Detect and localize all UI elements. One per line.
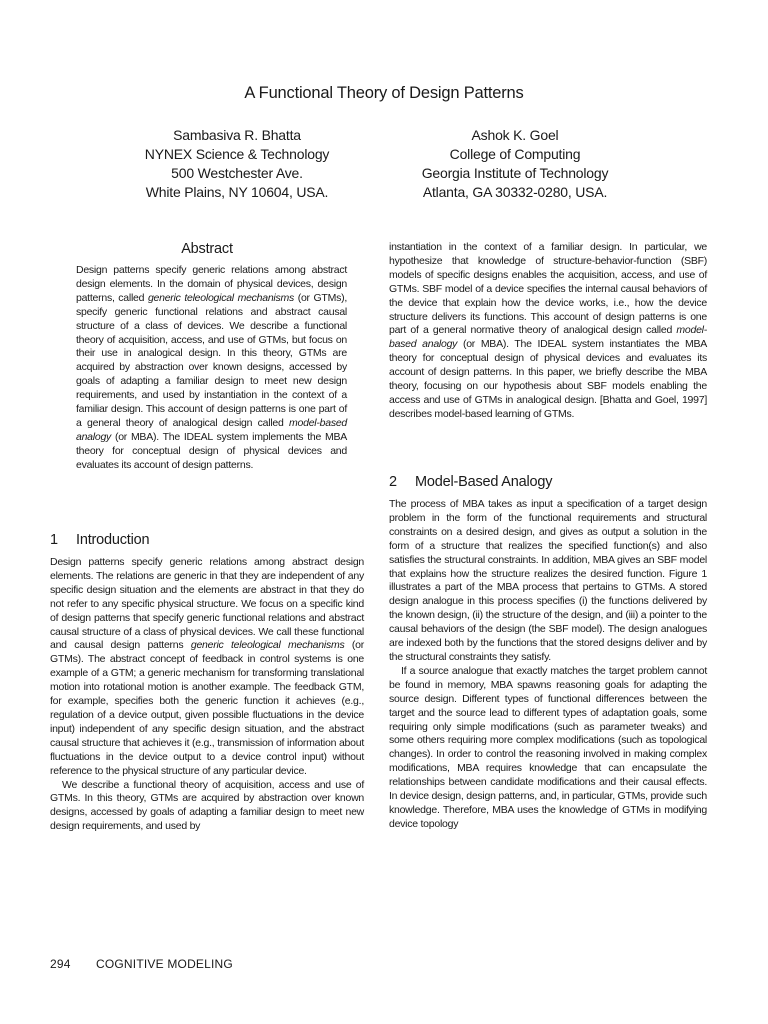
paragraph-text: instantiation in the context of a familiar design. In particular, we hypothesize that knowledge of structure-behavior-function (SBF) models of specific designs enables the acquisition, access, and use of GTMs. SBF model of a device specifies the internal causal behaviors of the device that explain how the device works, i.e., how the device structure delivers its functions. This account of design patterns is one part of a general normative theory of analogical design called — [389, 241, 707, 337]
paragraph-text: (or GTMs). The abstract concept of feedback in control systems is one example of a GTM; a generic mechanism for transforming translational motion into rotational motion is another example. The feedback GTM, for example, specifies both the generic function it achieves (e.g., regulation of a device output, given possible fluctuations in the device input) independent of any specific design situation, and the abstract causal structure that achieves it (e.g., transmission of information about fluctuations in the device output to a device control input) without reference to the physical structure of any particular device. — [50, 639, 364, 777]
author-address-line-1: 500 Westchester Ave. — [171, 165, 303, 181]
author-block-1 — [87, 126, 387, 202]
paragraph — [389, 241, 707, 422]
abstract-body — [76, 264, 347, 473]
section-number: 2 — [389, 474, 397, 490]
page-number: 294 — [50, 957, 71, 971]
author-affiliation: College of Computing — [449, 146, 581, 162]
author-affiliation: NYNEX Science & Technology — [144, 146, 330, 162]
author-address-line-2: Atlanta, GA 30332-0280, USA. — [422, 184, 608, 200]
section-number: 1 — [50, 532, 58, 548]
introduction-body — [50, 556, 364, 834]
author-block-2 — [365, 126, 665, 202]
author-address-line-1: Georgia Institute of Technology — [421, 165, 609, 181]
abstract-text-1: Design patterns specify generic relations among abstract design elements. In the domain of physical devices, design patterns, called — [76, 264, 347, 304]
section-heading-introduction — [50, 532, 149, 548]
author-name: Sambasiva R. Bhatta — [173, 127, 301, 143]
section-title: Introduction — [76, 532, 150, 548]
paragraph-text: Design patterns specify generic relations among abstract design elements. The relations are generic in that they are independent of any specific design situation and the elements are abstract in that they do not refer to any specific physical structure. We focus on a specific kind of design patterns that specify generic functional relations and abstract causal structure of a class of physical devices. We call these functional and causal design patterns — [50, 556, 364, 652]
abstract-emphasis-2: model-based analogy — [76, 416, 347, 443]
section-title: Model-Based Analogy — [415, 474, 553, 490]
abstract-text-3: (or MBA). The IDEAL system implements the MBA theory for conceptual design of physical devices and evaluates its account of design patterns. — [76, 430, 347, 471]
paragraph: The process of MBA takes as input a specification of a target design problem in the form of the functional requirements and structural constraints on a desired design, and gives as output a solution in the form of a structure that realizes the specified function(s) and also satisfies the structural constraints. In addition, MBA gives an SBF model that explains how the structure realizes the desired function. Figure 1 illustrates a part of the MBA process that pertains to GTMs. A stored design analogue in this process specifies (i) the functions delivered by the known design, (ii) the structure of the design, and (iii) a pointer to the causal behaviors of the design (the SBF model). The design analogues are indexed both by the functions that the stored designs deliver and by the structural constraints they satisfy. — [389, 498, 707, 663]
abstract-emphasis-1: generic teleological mechanisms — [147, 291, 295, 304]
section-heading-model-based-analogy — [389, 474, 552, 490]
paragraph: If a source analogue that exactly matches the target problem cannot be found in memory, MBA spawns reasoning goals for adapting the source design. Different types of functional differences between the target and the source lead to different types of adaptation goals, some requiring only simple modifications (such as parameter tweaks) and some others requiring more complex modifications (such as topological changes). In order to control the reasoning involved in making complex modifications, MBA requires knowledge that can encapsulate the relationships between candidate modifications and their causal effects. In device design, design patterns, and, in particular, GTMs, provide such knowledge. Therefore, MBA uses the knowledge of GTMs in modifying device topology — [389, 664, 707, 830]
paragraph-emphasis: model-based analogy — [389, 324, 707, 351]
model-based-analogy-body — [389, 498, 707, 832]
right-column-continuation — [389, 241, 707, 422]
abstract-heading: Abstract — [181, 241, 233, 257]
paragraph: We describe a functional theory of acquisition, access and use of GTMs. In this theory, GTMs are acquired by abstraction over known designs, accessed by goals of adapting a familiar design to meet new design requirements, and used by — [50, 778, 364, 833]
author-address-line-2: White Plains, NY 10604, USA. — [145, 184, 329, 200]
page-footer — [50, 957, 233, 971]
paragraph-emphasis: generic teleological mechanisms — [190, 639, 345, 652]
paragraph-text: (or MBA). The IDEAL system instantiates the MBA theory for conceptual design of physical devices and evaluates its account of design patterns. In this paper, we briefly describe the MBA theory, focusing on our hypothesis about SBF models enabling the access and use of GTMs in analogical design. [Bhatta and Goel, 1997] describes model-based learning of GTMs. — [389, 338, 707, 420]
running-head: COGNITIVE MODELING — [96, 957, 233, 971]
paper-title: A Functional Theory of Design Patterns — [244, 84, 524, 102]
author-name: Ashok K. Goel — [471, 127, 559, 143]
paragraph — [50, 556, 364, 779]
abstract-text-2: (or GTMs), specify generic functional relations and abstract causal structure of a class of devices. We describe a functional theory of acquisition, access, and use of GTMs, but focus on their use in analogical design. In this theory, GTMs are acquired by abstraction over known designs, accessed by goals of adapting a familiar design to meet new design requirements, and used by instantiation in the context of a familiar design. This account of design patterns is one part of a general theory of analogical design called — [76, 291, 347, 429]
